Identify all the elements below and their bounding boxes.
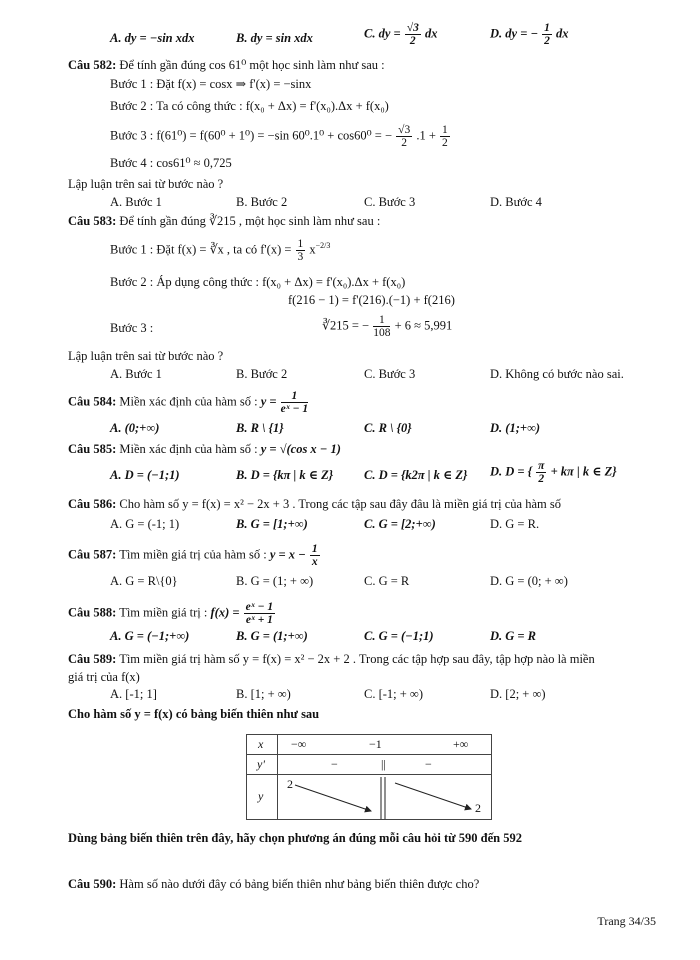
q586-prompt [68,496,561,512]
q590-label: Câu 590: [68,877,117,891]
q588-option-c: C. G = (−1;1) [364,629,434,643]
q584-function-prefix: y = [260,394,277,409]
q582-step3-prefix: Bước 3 : f(61⁰) = f(60⁰ + 1⁰) = −sin 60⁰.1⁰ + cos60⁰ = − [110,128,393,143]
q582-step3-num1: √3 [398,124,411,136]
table-yprime-discontinuity: || [381,757,386,771]
q583-step3-den: 108 [373,327,391,339]
q589-text: Tìm miền giá trị hàm số y = f(x) = x² − 2x + 2 . Trong các tập hợp sau đây, tập hợp nào là miền [119,652,595,666]
q583-step3-prefix: ∛215 = − [322,318,370,333]
q583-prompt [68,213,380,229]
q581-option-c-suffix: dx [424,26,438,41]
q589-option-d: D. [2; + ∞) [490,687,546,701]
q589-prompt [68,651,595,667]
table-y-right-value: 2 [475,801,481,815]
table-y-left-value: 2 [287,777,293,791]
q581-option-d-suffix: dx [556,26,569,41]
q584-option-d: D. (1;+∞) [490,421,541,435]
q583-step3 [322,314,452,339]
q588-prompt [68,601,276,626]
q588-function-prefix: f(x) = [210,605,240,620]
q589-option-b: B. [1; + ∞) [236,687,291,701]
q586-label: Câu 586: [68,497,117,511]
q587-option-b: B. G = (1; + ∞) [236,574,314,588]
q582-option-a: A. Bước 1 [110,195,162,209]
q588-label: Câu 588: [68,605,117,620]
q583-option-c: C. Bước 3 [364,367,416,381]
q583-step1 [110,238,330,263]
q581-c-den: 2 [409,35,416,47]
q582-label: Câu 582: [68,58,117,72]
q582-prompt [68,57,385,73]
q585-option-a: A. D = (−1;1) [110,468,180,482]
q587-option-d: D. G = (0; + ∞) [490,574,568,588]
q585-option-d [490,460,617,485]
q587-fn-num: 1 [311,543,318,555]
q588-fn-num: eˣ − 1 [245,601,274,613]
q583-option-d: D. Không có bước nào sai. [490,367,624,381]
q581-option-c-fraction [405,22,421,47]
q583-step3-suffix: + 6 ≈ 5,991 [394,318,453,333]
q588-function-fraction [244,601,275,626]
table-x-label: x [258,737,264,751]
q583-step1-den: 3 [297,251,304,263]
q585-option-d-prefix: D. D = { [490,464,533,479]
q582-step2: Bước 2 : Ta có công thức : f(x₀ + Δx) = f'(x₀).Δx + f(x₀) [110,99,389,113]
q586-option-c: C. G = [2;+∞) [364,517,436,531]
table-yprime-sign-right: − [425,757,432,771]
q585-label: Câu 585: [68,442,117,456]
q584-text: Miền xác định của hàm số : [119,394,258,409]
decreasing-arrow-right [395,783,471,809]
q581-option-a: A. dy = −sin xdx [110,31,195,45]
q585-d-den: 2 [538,473,545,485]
table-x-minus-one: −1 [369,737,382,751]
q586-option-a: A. G = (-1; 1) [110,517,180,531]
table-x-pos-inf: +∞ [453,737,469,751]
q582-step3-den2: 2 [442,137,448,149]
table-y-label: y [258,789,264,803]
q582-option-c: C. Bước 3 [364,195,416,209]
q586-text: Cho hàm số y = f(x) = x² − 2x + 3 . Trong các tập sau đây đâu là miền giá trị của hàm số [119,497,561,511]
q583-step1-suffix: x [309,242,316,257]
q581-option-b: B. dy = sin xdx [236,31,313,45]
q583-label: Câu 583: [68,214,117,228]
q581-d-den: 2 [544,35,550,47]
q586-option-b: B. G = [1;+∞) [236,517,308,531]
q585-function: y = √(cos x − 1) [260,442,341,456]
q584-fn-num: 1 [281,390,308,403]
q590-prompt [68,876,479,892]
q587-function-prefix: y = x − [269,547,306,562]
q582-step3-den1: 2 [401,137,408,149]
table-row-yprime [247,755,491,775]
q588-fn-den: eˣ + 1 [245,614,273,626]
q584-prompt [68,390,309,415]
q584-option-c: C. R \ {0} [364,421,412,435]
q583-step2b: f(216 − 1) = f'(216).(−1) + f(216) [288,293,455,307]
q585-text: Miền xác định của hàm số : [119,442,258,456]
q583-step2: Bước 2 : Áp dụng công thức : f(x₀ + Δx) = f'(x₀).Δx + f(x₀) [110,275,406,289]
q589-option-c: C. [-1; + ∞) [364,687,424,701]
q583-text: Để tính gần đúng ∛215 , một học sinh làm như sau : [119,214,381,228]
q583-step3-num: 1 [373,314,390,327]
q583-option-a: A. Bước 1 [110,367,162,381]
q582-question: Lập luận trên sai từ bước nào ? [68,177,224,191]
q584-function-fraction [281,390,308,415]
variation-table-intro: Cho hàm số y = f(x) có bảng biến thiên như sau [68,707,320,721]
q588-text: Tìm miền giá trị : [119,605,208,620]
q582-step3-fraction1 [396,124,412,149]
q584-option-a: A. (0;+∞) [110,421,160,435]
q585-d-num: π [538,460,545,472]
q582-step3-num2: 1 [442,124,448,136]
q590-text: Hàm số nào dưới đây có bảng biến thiên như bảng biến thiên được cho? [119,877,480,891]
q582-step3-mid: .1 + [416,128,436,143]
q587-option-a: A. G = R\{0} [110,574,178,588]
q582-step1: Bước 1 : Đặt f(x) = cosx ⇒ f'(x) = −sinx [110,77,312,91]
q588-option-b: B. G = (1;+∞) [236,629,308,643]
q581-option-d-prefix: D. dy = − [490,26,539,41]
q584-fn-den: eˣ − 1 [280,403,309,415]
table-row-x [247,735,491,755]
q583-step1-num: 1 [297,238,304,250]
decreasing-arrow-left [295,785,371,811]
q582-text: Để tính gần đúng cos 61⁰ một học sinh làm như sau : [119,58,385,72]
q587-function-fraction [310,543,320,568]
table-instruction: Dùng bảng biến thiên trên đây, hãy chọn phương án đúng mỗi câu hỏi từ 590 đến 592 [68,831,522,845]
q587-option-c: C. G = R [364,574,410,588]
q581-d-num: 1 [544,22,550,34]
table-y-arrows [247,775,491,819]
q587-label: Câu 587: [68,547,117,562]
q583-step3-label: Bước 3 : [110,321,154,335]
q584-option-b: B. R \ {1} [236,421,284,435]
q585-prompt [68,441,341,457]
q582-step3 [110,124,451,149]
page-number: Trang 34/35 [597,914,656,928]
q583-step3-fraction [373,314,390,339]
q589-option-a: A. [-1; 1] [110,687,157,701]
q582-step3-fraction2 [440,124,450,149]
q588-option-d: D. G = R [490,629,537,643]
q587-text: Tìm miền giá trị của hàm số : [119,547,267,562]
q583-question: Lập luận trên sai từ bước nào ? [68,349,224,363]
variation-table [246,734,492,820]
q589-label: Câu 589: [68,652,117,666]
q581-option-d-fraction [542,22,552,47]
q582-step4: Bước 4 : cos61⁰ ≈ 0,725 [110,156,232,170]
q588-option-a: A. G = (−1;+∞) [110,629,190,643]
q583-step1-prefix: Bước 1 : Đặt f(x) = ∛x , ta có f'(x) = [110,242,292,257]
q581-option-c [364,22,437,47]
q582-option-d: D. Bước 4 [490,195,542,209]
q581-c-num: √3 [406,22,419,34]
q581-option-d [490,22,569,47]
q583-option-b: B. Bước 2 [236,367,288,381]
q586-option-d: D. G = R. [490,517,540,531]
q585-option-d-suffix: + kπ | k ∈ Z} [550,464,617,479]
q581-option-c-prefix: C. dy = [364,26,401,41]
table-yprime-sign-left: − [331,757,338,771]
q587-prompt [68,543,321,568]
table-row-y [247,775,491,819]
table-x-neg-inf: −∞ [291,737,307,751]
q585-option-c: C. D = {k2π | k ∈ Z} [364,468,468,482]
table-yprime-label: y' [257,757,265,771]
q585-option-d-fraction [536,460,546,485]
q584-label: Câu 584: [68,394,117,409]
q583-step1-fraction [296,238,306,263]
q589-text2: giá trị của f(x) [68,670,140,684]
q587-fn-den: x [311,556,318,568]
q583-step1-exponent: −2/3 [315,241,331,251]
q585-option-b: B. D = {kπ | k ∈ Z} [236,468,334,482]
q582-option-b: B. Bước 2 [236,195,288,209]
